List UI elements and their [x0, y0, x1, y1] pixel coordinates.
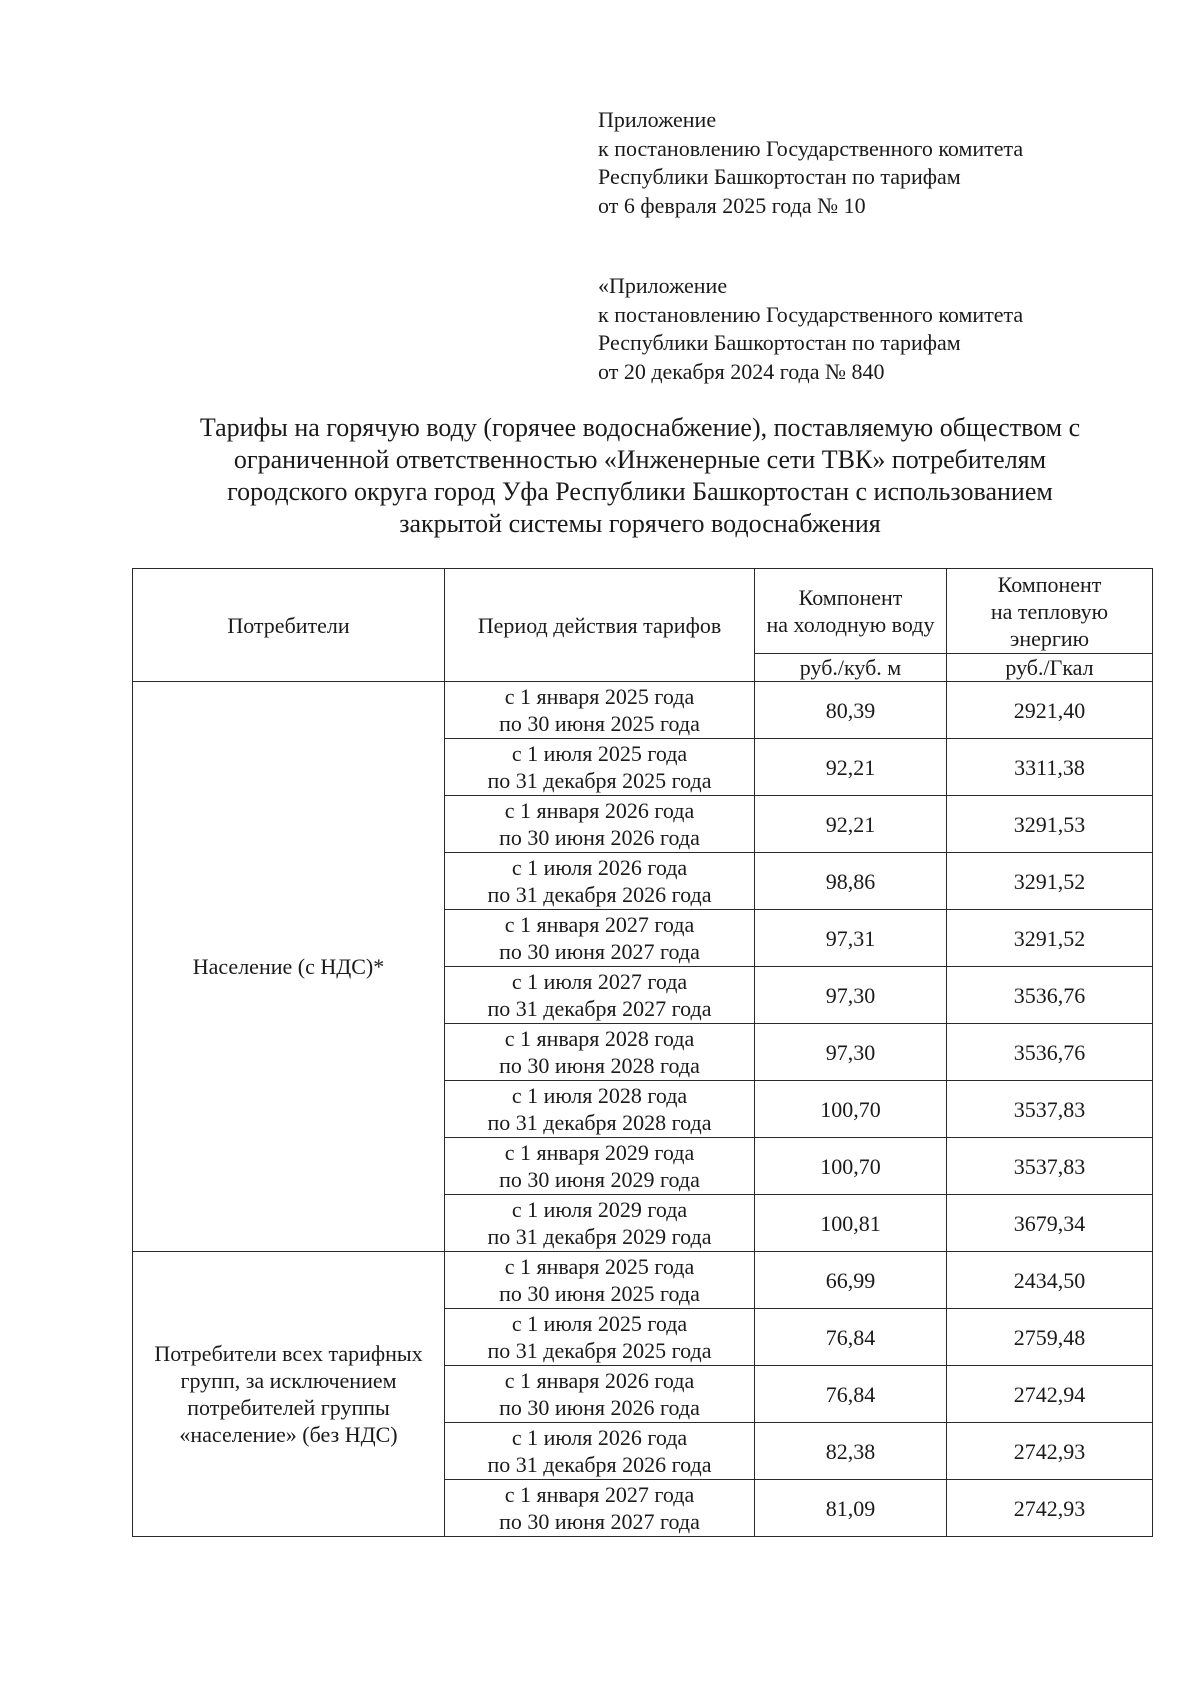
cold-water-value: 92,21 [755, 739, 947, 796]
cold-water-value: 100,70 [755, 1138, 947, 1195]
period-from: с 1 января 2026 года [504, 798, 695, 823]
period-cell [445, 967, 755, 1024]
consumer-group-cell: Потребители всех тарифных групп, за исключением потребителей группы «население» (без НДС) [133, 1252, 445, 1537]
period-from: с 1 июля 2026 года [511, 855, 688, 880]
header-text: энергию [1009, 625, 1090, 651]
period-to: по 31 декабря 2026 года [487, 882, 712, 907]
appendix-line: Республики Башкортостан по тарифам [598, 164, 961, 189]
cold-water-value: 81,09 [755, 1480, 947, 1537]
unit-heat-energy: руб./Гкал [947, 654, 1153, 682]
period-from: с 1 июля 2028 года [511, 1083, 688, 1108]
cold-water-value: 76,84 [755, 1366, 947, 1423]
unit-cold-water: руб./куб. м [755, 654, 947, 682]
period-cell [445, 739, 755, 796]
appendix-line: Приложение [598, 107, 717, 132]
period-to: по 31 декабря 2026 года [487, 1452, 712, 1477]
period-to: по 30 июня 2025 года [499, 711, 700, 736]
period-from: с 1 января 2026 года [504, 1368, 695, 1393]
table-row [133, 682, 1153, 739]
period-from: с 1 января 2028 года [504, 1026, 695, 1051]
cold-water-value: 76,84 [755, 1309, 947, 1366]
heat-energy-value: 3291,52 [947, 853, 1153, 910]
heat-energy-value: 2434,50 [947, 1252, 1153, 1309]
header-heat-energy-component [947, 569, 1153, 654]
period-to: по 30 июня 2026 года [499, 825, 700, 850]
cold-water-value: 92,21 [755, 796, 947, 853]
period-to: по 30 июня 2027 года [499, 1509, 700, 1534]
heat-energy-value: 3291,52 [947, 910, 1153, 967]
cold-water-value: 97,30 [755, 1024, 947, 1081]
period-to: по 30 июня 2027 года [499, 939, 700, 964]
heat-energy-value: 3679,34 [947, 1195, 1153, 1252]
period-cell [445, 1423, 755, 1480]
heat-energy-value: 2742,93 [947, 1480, 1153, 1537]
appendix-line: к постановлению Государственного комитета [598, 301, 1024, 327]
cold-water-value: 98,86 [755, 853, 947, 910]
period-cell [445, 1195, 755, 1252]
period-from: с 1 января 2027 года [504, 912, 695, 937]
title-line: закрытой системы горячего водоснабжения [399, 509, 881, 538]
period-cell [445, 796, 755, 853]
period-from: с 1 июля 2025 года [511, 1311, 688, 1336]
heat-energy-value: 2759,48 [947, 1309, 1153, 1366]
heat-energy-value: 3536,76 [947, 967, 1153, 1024]
heat-energy-value: 3291,53 [947, 796, 1153, 853]
table-row [133, 1252, 1153, 1309]
cold-water-value: 97,31 [755, 910, 947, 967]
title-line: ограниченной ответственностью «Инженерные сети ТВК» потребителям [233, 445, 1047, 474]
period-cell [445, 1480, 755, 1537]
period-from: с 1 июля 2029 года [511, 1197, 688, 1222]
period-cell [445, 853, 755, 910]
heat-energy-value: 3311,38 [947, 739, 1153, 796]
heat-energy-value: 3537,83 [947, 1138, 1153, 1195]
period-to: по 30 июня 2028 года [499, 1053, 700, 1078]
period-to: по 30 июня 2029 года [499, 1167, 700, 1192]
cold-water-value: 82,38 [755, 1423, 947, 1480]
cold-water-value: 100,70 [755, 1081, 947, 1138]
tariff-table-body [133, 682, 1153, 1537]
period-from: с 1 июля 2027 года [511, 969, 688, 994]
header-row [133, 569, 1153, 654]
header-text: на холодную воду [766, 612, 935, 637]
consumer-group-cell: Население (с НДС)* [133, 682, 445, 1252]
period-to: по 31 декабря 2028 года [487, 1110, 712, 1135]
appendix-line: «Приложение [598, 273, 728, 298]
period-cell [445, 682, 755, 739]
cold-water-value: 97,30 [755, 967, 947, 1024]
period-from: с 1 июля 2026 года [511, 1425, 688, 1450]
header-period: Период действия тарифов [445, 569, 755, 682]
heat-energy-value: 2742,94 [947, 1366, 1153, 1423]
period-cell [445, 1024, 755, 1081]
heat-energy-value: 3537,83 [947, 1081, 1153, 1138]
tariff-table [132, 568, 1153, 1537]
header-consumers: Потребители [133, 569, 445, 682]
header-text: Компонент [997, 571, 1102, 597]
period-cell [445, 1309, 755, 1366]
appendix-header-previous [598, 272, 1023, 386]
heat-energy-value: 2742,93 [947, 1423, 1153, 1480]
period-cell [445, 910, 755, 967]
title-line: городского округа город Уфа Республики Башкортостан с использованием [227, 477, 1053, 506]
title-line: Тарифы на горячую воду (горячее водоснабжение), поставляемую обществом с [199, 413, 1081, 442]
period-from: с 1 июля 2025 года [511, 741, 688, 766]
period-to: по 31 декабря 2025 года [487, 1338, 712, 1363]
tariff-table-header [133, 569, 1153, 682]
period-to: по 30 июня 2025 года [499, 1281, 700, 1306]
period-to: по 30 июня 2026 года [499, 1395, 700, 1420]
appendix-line: от 6 февраля 2025 года № 10 [598, 192, 866, 218]
period-cell [445, 1366, 755, 1423]
period-from: с 1 января 2029 года [504, 1140, 695, 1165]
cold-water-value: 80,39 [755, 682, 947, 739]
period-from: с 1 января 2025 года [504, 684, 695, 709]
period-cell [445, 1138, 755, 1195]
header-text: на тепловую [990, 598, 1109, 624]
period-to: по 31 декабря 2025 года [487, 768, 712, 793]
period-to: по 31 декабря 2029 года [487, 1224, 712, 1249]
appendix-line: к постановлению Государственного комитета [598, 135, 1024, 161]
period-from: с 1 января 2027 года [504, 1482, 695, 1507]
period-from: с 1 января 2025 года [504, 1254, 695, 1279]
document-title [150, 412, 1130, 540]
cold-water-value: 66,99 [755, 1252, 947, 1309]
heat-energy-value: 3536,76 [947, 1024, 1153, 1081]
period-cell [445, 1252, 755, 1309]
header-cold-water-component [755, 569, 947, 654]
cold-water-value: 100,81 [755, 1195, 947, 1252]
appendix-line: от 20 декабря 2024 года № 840 [598, 358, 885, 384]
period-to: по 31 декабря 2027 года [487, 996, 712, 1021]
header-text: Компонент [798, 585, 903, 610]
appendix-line: Республики Башкортостан по тарифам [598, 330, 961, 355]
period-cell [445, 1081, 755, 1138]
appendix-header-current [598, 106, 1023, 220]
heat-energy-value: 2921,40 [947, 682, 1153, 739]
